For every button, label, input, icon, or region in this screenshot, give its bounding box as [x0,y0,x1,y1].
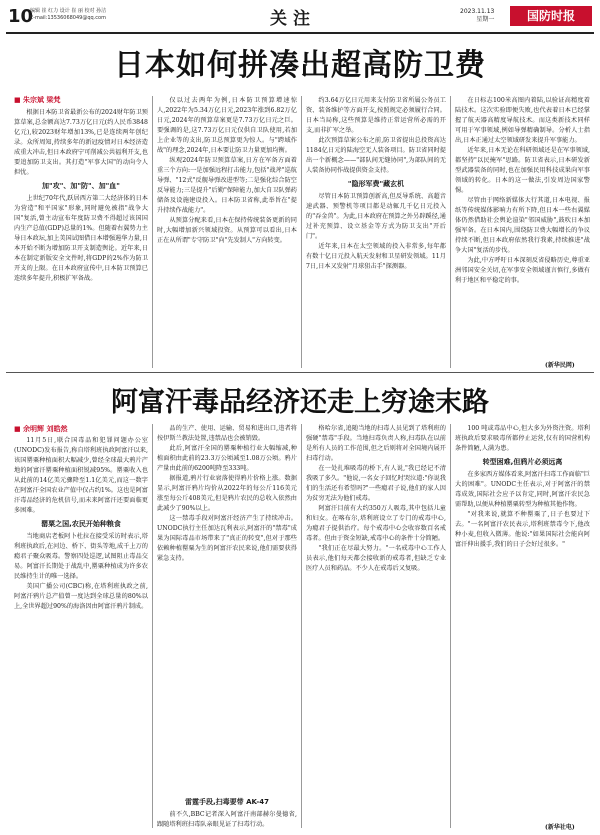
page-header [0,0,600,34]
editor-line: 编辑 崔 红力 设计 崔 丽 校对 孙洁 [30,8,107,14]
subheading: "隐形军费"藏玄机 [347,180,405,188]
article2-col3 [306,424,446,828]
section-title: 关注 [270,9,316,29]
column-divider [450,96,451,368]
header-rule [6,32,594,34]
paragraph: 这一禁毒手段对阿富汗经济产生了持续冲击。UNODC执行主任加达瓦利表示,阿富汗的"禁毒"成果为国际毒品市场带来了"真正的转变",但对于那些依赖种植罂粟为生的阿富汗农民来说,他们需要获得紧急支持。 [157,515,297,562]
article1-col2 [157,96,297,370]
article2-byline: ■ 余明辉 刘皓然 [14,425,68,433]
article1-source: (新华民网) [545,362,575,369]
email-line: E-mail:13536068049@qq.com [30,15,106,21]
paragraph: 上世纪70年代,跃居西方第二大经济体的日本为营造"和平国家"形象,同时避免被指"战争大国"复活,曾主动宣布年度防卫费不得超过该国国内生产总值(GDP)总量的1%。但随着右翼势力主导日本政坛,加上美国试图借日本增强遏华力量,日本开始不断为增加防卫开支制造舆论。近年来,日本在制定新版安全文件时,将GDP的2%作为防卫开支的上限。在日本政府宣传中,日本防卫预算已连续多年提升,积极扩军备战。 [14,195,148,282]
paragraph: 近年来,日本在太空领域的投入非常多,每年都有数十亿日元投入航天发射和卫星研发领域。11月7日,日本又发射"月球狙击手"探测器。 [306,243,446,270]
article1-title: 日本如何拼凑出超高防卫费 [114,48,486,83]
paragraph: 此后,阿富汗全国的罂粟种植行业大幅缩减,种植面积由此前的23.3万公顷减至1.08万公顷。鸦片产量由此前的6200吨降至333吨。 [157,445,297,472]
article1-col3 [306,96,446,370]
column-divider [301,96,302,368]
paragraph: 尽管日本防卫预算创新高,但反导系统、高超音速武器、预警机等项目都是动辄几千亿日元投入的"吞金兽"。为此,日本政府在预算之外另辟蹊径,通过补充预算、设立基金等方式为防卫支出"开后门"。 [306,193,446,240]
date-text: 2023.11.13 [460,8,495,15]
paragraph: 在多家西方媒体看来,阿富汗扫毒工作面临"巨大的困难"。UNODC主任表示,对于阿富汗的禁毒成效,国际社会应予以肯定,同时,阿富汗农民急需帮助,以便从种植罂粟转型为种植其他作物。 [455,471,590,508]
paragraph: 据报道,鸦片行业衰落使得鸦片价格上涨。数据显示,阿富汗鸦片均价从2022年的每公斤116美元涨至每公斤408美元,但是鸦片农民的总收入依然由此减少了90%以上。 [157,475,297,512]
paragraph: 品的生产、使用、运输、贸易和进出口,违者将按伊斯兰教法处置,违禁品也会被销毁。 [157,425,297,442]
article2-col2-body [157,424,297,794]
issue-date [460,8,494,24]
column-divider [450,424,451,828]
column-divider [152,96,153,368]
paragraph: 仅以过去两年为例,日本防卫预算增速惊人,2022年为5.34万亿日元,2023年涨到6.82万亿日元,2024年的预算草案更是7.73万亿日元之巨。要强调的是,这7.73万亿日元仅供自卫队使用,若加上企业等的支出,防卫总预算更为惊人。与"跨域作战"的理念,2024年,日本要让防卫力量更加均衡。 [157,97,297,154]
article1-byline: ■ 朱宗斌 梁梵 [14,96,61,104]
editor-info [30,8,106,22]
column-divider [301,424,302,828]
column-divider [152,424,153,828]
paragraph: 近年来,日本无论在科研领域还是在军事领域,都坚持"以民掩军"思路。防卫省表示,日本研发新型武器装备的同时,也在加强民用科技成果向军事领域的转化。日本的这一做法,引发周边国家警惕。 [455,147,590,194]
paragraph: 美国广播公司(CBC)称,在塔利班执政之前,阿富汗鸦片总产值曾一度达到全球总量的80%以上,全世界超过90%的海洛因由阿富汗鸦片制成。 [14,583,148,610]
subheading: 转型困难,但鸦片必须远离 [482,458,563,466]
article2-col4 [455,424,590,816]
article2-col2 [157,424,297,828]
paragraph: 在日标志100米高图内着陆,以验证高精度着陆技术。这次实验即便失败,也代表着日本已经掌握了航天器高精度导航技术。而这类新技术同样可用于军事领域,例如导弹精确制导。分析人士指出,日本正通过太空领域研发来提升军事能力。 [455,97,590,144]
subheading: 罂粟之国,农民开始种粮食 [41,520,121,528]
article2-title: 阿富汗毒品经济还走上穷途末路 [111,387,489,418]
paragraph: "我们正在尽最大努力。"一名戒毒中心工作人员表示,他们每天都会接收新的戒毒者,但缺乏专业医疗人员和药品。不少人在戒毒后又复吸。 [306,545,446,572]
article2-source: (新华社电) [545,824,575,831]
article-divider [6,372,594,373]
paragraph: "对我来说,就算不种罂粟了,日子也要过下去。"一名阿富汗农民表示,塔利班禁毒令下,他改种小麦,但收入微薄。他说:"如果国际社会能向阿富汗伸出援手,我们的日子会好过很多。" [455,511,590,548]
paragraph: 在一处扎堆吸毒的桥下,有人说,"我已经记不清我吸了多久。"他说,一名女子回忆时哭泣道:"你说我们的生活还有希望吗?"一些瘾君子说,他们的家人因为贫穷无法为他们戒毒。 [306,465,446,502]
paragraph: 此次预算草案公布之前,防卫省提出总投资高达1184亿日元的陆海空无人装备项目。防卫省同时提出一个新概念——"部队间无缝协同",为部队间的无人装备协同作战提供资金支持。 [306,137,446,174]
subheading: 雷霆手段,扫毒要带 AK-47 [185,798,269,806]
paragraph: 约3.64万亿日元用来支付防卫省所属公务员工资、装备维护等方面开支,按照规定必须履行合同。日本当局称,这些预算是维持正常运营所必需的开支,而非扩军之举。 [306,97,446,134]
paragraph: 格哈尔省,追随当地的扫毒人员见到了塔利班的强硬"禁毒"手段。当地扫毒负责人称,扫毒队在以前是所有人员的工作范围,但之后则将对全国境内展开扫毒行动。 [306,425,446,462]
paragraph: 纵观2024年防卫预算草案,日方在军备方面着重三个方向:一是加强远程打击能力,包括"战斧"巡航导弹、"12式"反舰导弹改进型等;二是强化综合防空反导能力;三是提升"后勤"保障能力,加大自卫队弹药储备及设施建设投入。日本防卫省称,此举旨在"提升持续作战能力"。 [157,157,297,214]
article1-col1 [14,108,148,370]
paragraph: 从预算分配来看,日本在保持传统装备更新的同时,大幅增加新兴领域投资。从预算可以看出,日本正在从所谓"专守防卫"向"先发制人"方向转变。 [157,217,297,244]
weekday-text: 星期一 [476,16,495,23]
newspaper-logo: 国防时报 [510,6,592,26]
subheading: 加"攻"、加"防"、加"血" [42,182,120,190]
paragraph: 为此,中方呼吁日本深刻反省侵略历史,尊重亚洲邻国安全关切,在军事安全领域谨言慎行,多做有利于地区和平稳定的事。 [455,257,590,284]
paragraph: 前不久,BBC记者深入阿富汗南部赫尔曼德省,跟随塔利班扫毒队亲眼见证了扫毒行动。 [157,811,297,828]
article1-col4 [455,96,590,358]
page-number: 10 [8,6,34,27]
article2-col1 [14,436,148,828]
paragraph: 100 吨或毒品中心,但大多为外资注资。塔利班执政后要求吸毒所都停止运营,仅有的国营机构条件简陋,人满为患。 [455,425,590,452]
paragraph: 当地商店老板阿卜杜拉在接受采访时表示,塔利班执政后,在河边、桥下、街头等地,成千上万的瘾君子聚众吸毒。警察四处巡逻,试图阻止毒品交易。阿富汗长期处于战乱中,罂粟种植成为许多农民维持生计的唯一选择。 [14,533,148,580]
paragraph: 根据日本防卫省最新公布的2024财年防卫预算草案,总金额高达7.73万亿日元(约人民币3848亿元),较2023财年增加13%,已是连续两年创纪录。众所周知,持续多年的新冠疫情对日本经济造成重大冲击,但日本政府宁可削减公共福利开支,也要追加防卫支出。其打造"军事大国"的动向令人担忧。 [14,109,148,176]
paragraph: 阿富汗目前有大约350万人吸毒,其中包括儿童和妇女。在喀布尔,塔利班设立了专门的戒毒中心,为瘾君子提供治疗。每个戒毒中心会收容数百名戒毒者。但由于资金短缺,戒毒中心的条件十分简陋。 [306,505,446,542]
paragraph: 11月5日,联合国毒品和犯罪问题办公室(UNODC)发布报告,称自塔利班执政阿富汗以来,该国罂粟种植面积大幅减少,曾经全球最大鸦片产地的阿富汗罂粟种植面积锐减95%。罂粟收入也从此前的14亿美元骤降至1.1亿美元,而这一数字在阿富汗全国农业产值中仅占约1%。这也是阿富汗毒品经济的危机信号,而未来阿富汗还要面临更多困难。 [14,437,148,514]
paragraph: 尽管由于网络新媒体大行其道,日本电视、报纸等传统媒体影响力有所下降,但日本一些右翼媒体仍然借助社会舆论渲染"邻国威胁",鼓吹日本加强军备。在日本国内,围绕防卫费大幅增长的争议持续不断,但日本政府依然我行我素,持续推进"战争大国"复活的步伐。 [455,197,590,254]
